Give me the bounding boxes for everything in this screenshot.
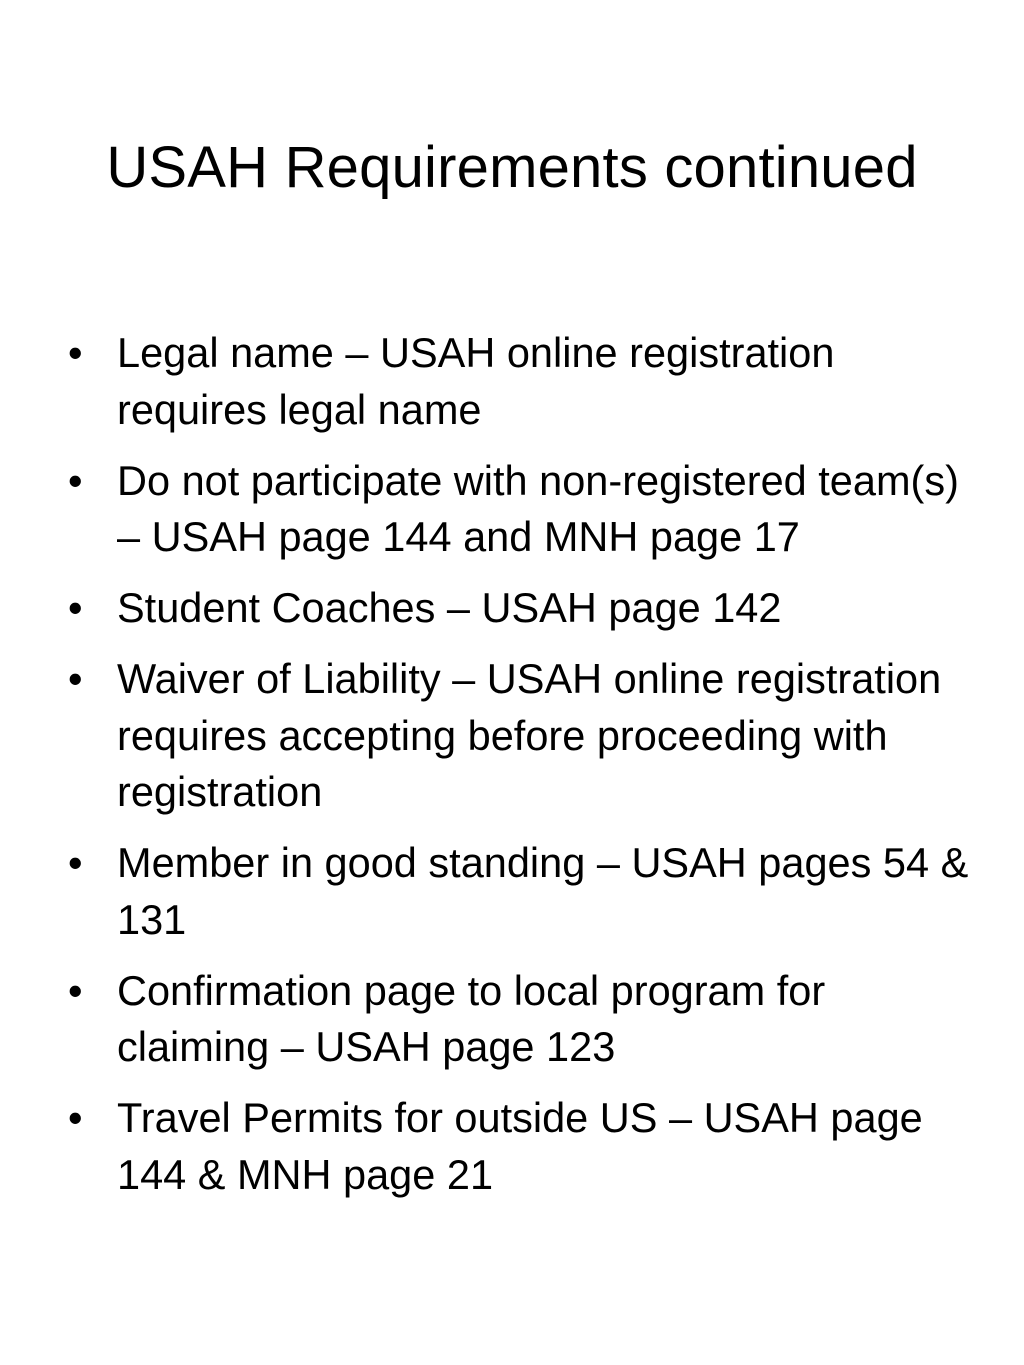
bullet-item-legal-name: [0, 325, 1024, 438]
bullet-dot-icon: •: [68, 584, 83, 631]
bullet-dot-icon: •: [68, 329, 83, 376]
bullet-dot-icon: •: [68, 966, 83, 1014]
bullet-dot-icon: •: [68, 456, 83, 504]
bullet-text: Waiver of Liability – USAH online registration requires accepting before proceeding with registration: [117, 655, 942, 815]
bullet-text: Confirmation page to local program for claiming – USAH page 123: [117, 966, 826, 1070]
bullet-dot-icon: •: [68, 1094, 83, 1141]
bullet-list: [0, 325, 1024, 1218]
slide-title: USAH Requirements continued: [106, 135, 918, 200]
bullet-item-non-registered-teams: [0, 453, 1024, 566]
bullet-dot-icon: •: [68, 655, 83, 702]
bullet-item-good-standing: [0, 835, 1024, 948]
bullet-item-confirmation-page: [0, 963, 1024, 1076]
bullet-dot-icon: •: [68, 839, 83, 886]
bullet-text: Student Coaches – USAH page 142: [117, 584, 782, 631]
bullet-text: Member in good standing – USAH pages 54 & 131: [117, 839, 969, 943]
bullet-text: Legal name – USAH online registration requires legal name: [117, 329, 835, 433]
bullet-text: Travel Permits for outside US – USAH page 144 & MNH page 21: [117, 1094, 923, 1198]
bullet-item-travel-permits: [0, 1090, 1024, 1203]
bullet-item-waiver-of-liability: [0, 651, 1024, 821]
bullet-text: Do not participate with non-registered team(s) – USAH page 144 and MNH page 17: [117, 456, 959, 560]
bullet-item-student-coaches: [0, 580, 1024, 637]
